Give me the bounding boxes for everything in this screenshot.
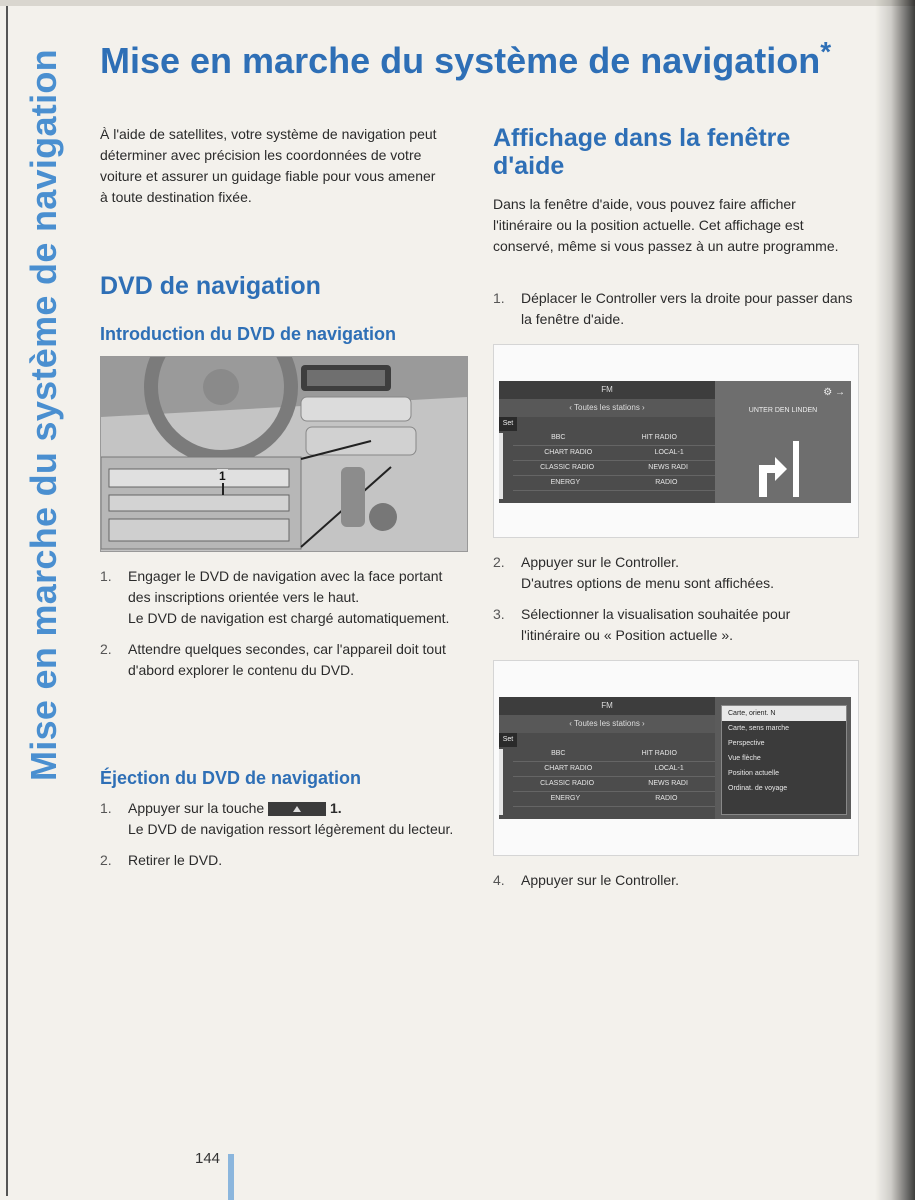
aff-heading: Affichage dans la fenêtre d'aide	[493, 124, 791, 180]
assist-window	[715, 381, 851, 503]
page-title	[100, 36, 832, 82]
step-number: 2.	[493, 554, 505, 570]
station-name: CHART RADIO	[544, 449, 593, 456]
aff-steps-list-1	[493, 288, 853, 340]
menu-item-vue-fleche[interactable]: Vue flèche	[728, 755, 761, 762]
step-number: 1.	[493, 290, 505, 306]
step-number: 3.	[493, 606, 505, 622]
station-row	[513, 762, 715, 777]
station-name: CHART RADIO	[544, 765, 593, 772]
side-title	[22, 45, 66, 785]
step-text: Déplacer le Controller vers la droite pour passer dans la fenêtre d'aide.	[521, 290, 853, 327]
screen-figure-options-menu	[493, 660, 859, 856]
station-name: RADIO	[655, 479, 678, 486]
aff-paragraph: Dans la fenêtre d'aide, vous pouvez faire afficher l'itinéraire ou la position actuelle. Cet affichage est conservé, même si vous passez à un autre programme.	[493, 196, 839, 254]
step-text-after: 1.	[329, 800, 342, 816]
step-subtext: D'autres options de menu sont affichées.	[521, 575, 775, 591]
page-top-edge	[0, 0, 915, 6]
options-menu	[721, 705, 847, 815]
band-bar: FM	[499, 381, 715, 399]
options-arrow-icon: ⚙ →	[823, 387, 845, 398]
step-number: 1.	[100, 568, 112, 584]
dashboard-callout-1: 1	[219, 469, 226, 483]
eject-steps-list	[100, 798, 460, 881]
step-text	[128, 798, 460, 819]
band-bar: FM	[499, 697, 715, 715]
step-text-before: Appuyer sur la touche	[128, 800, 265, 816]
all-stations-bar: ‹ Toutes les stations ›	[499, 715, 715, 733]
book-gutter-shadow	[875, 0, 915, 1200]
station-row	[513, 476, 715, 491]
list-item	[100, 566, 460, 629]
intro-dvd-heading: Introduction du DVD de navigation	[100, 324, 396, 344]
station-name: BBC	[551, 750, 566, 757]
selection-marker	[499, 749, 503, 815]
station-name: BBC	[551, 434, 566, 441]
aff-steps-list-3	[493, 870, 853, 901]
street-name: UNTER DEN LINDEN	[748, 407, 818, 414]
station-row	[513, 777, 715, 792]
step-number: 4.	[493, 872, 505, 888]
page-number-bar	[228, 1154, 234, 1200]
intro-steps-list	[100, 566, 460, 691]
turn-arrow-icon	[755, 441, 811, 497]
station-list	[513, 431, 715, 491]
menu-item-perspective[interactable]: Perspective	[728, 740, 765, 747]
station-name: RADIO	[655, 795, 678, 802]
station-name: LOCAL-1	[654, 449, 684, 456]
station-name: NEWS RADI	[648, 780, 688, 787]
list-item	[100, 639, 460, 681]
radio-panel	[499, 697, 715, 819]
page-title-asterisk: *	[820, 36, 832, 67]
station-name: ENERGY	[550, 795, 581, 802]
menu-item-carte-sens-marche[interactable]: Carte, sens marche	[728, 725, 790, 732]
step-text: Appuyer sur le Controller.	[521, 872, 679, 888]
station-row	[513, 461, 715, 476]
radio-panel	[499, 381, 715, 503]
station-name: LOCAL-1	[654, 765, 684, 772]
idrive-screen	[499, 697, 851, 819]
list-item	[100, 798, 460, 840]
screen-figure-assist-window	[493, 344, 859, 538]
aff-steps-list-2	[493, 552, 853, 656]
station-name: HIT RADIO	[641, 750, 677, 757]
eject-heading: Éjection du DVD de navigation	[100, 768, 362, 788]
list-item	[493, 552, 853, 594]
station-name: NEWS RADI	[648, 464, 688, 471]
dashboard-photo	[100, 356, 468, 552]
step-text: Appuyer sur le Controller.	[521, 554, 679, 570]
station-row	[513, 431, 715, 446]
eject-icon	[268, 802, 326, 816]
idrive-screen	[499, 381, 851, 503]
step-subtext: Le DVD de navigation est chargé automatiquement.	[128, 610, 450, 626]
step-number: 2.	[100, 852, 112, 868]
selection-marker	[499, 433, 503, 499]
station-name: ENERGY	[550, 479, 581, 486]
step-text: Attendre quelques secondes, car l'appareil doit tout d'abord explorer le contenu du DVD.	[128, 641, 446, 678]
step-text: Retirer le DVD.	[128, 852, 223, 868]
step-number: 1.	[100, 800, 112, 816]
set-label: Set	[499, 733, 517, 747]
menu-item-ordinat-de-voyage[interactable]: Ordinat. de voyage	[728, 785, 788, 792]
intro-paragraph: À l'aide de satellites, votre système de navigation peut déterminer avec précision les coordonnées de votre voiture et assurer un guidage fiable pour vous amener à toute destination fixée.	[100, 126, 437, 205]
station-name: CLASSIC RADIO	[540, 780, 595, 787]
side-title-text: Mise en marche du système de navigation	[23, 49, 64, 781]
dvd-heading: DVD de navigation	[100, 272, 321, 300]
menu-item-position-actuelle[interactable]: Position actuelle	[728, 770, 779, 777]
station-row	[513, 446, 715, 461]
station-row	[513, 747, 715, 762]
step-text: Sélectionner la visualisation souhaitée pour l'itinéraire ou « Position actuelle ».	[521, 606, 791, 643]
step-text: Engager le DVD de navigation avec la face portant des inscriptions orientée vers le haut.	[128, 568, 443, 605]
page-left-edge	[6, 6, 8, 1196]
station-list	[513, 747, 715, 807]
page-number: 144	[195, 1150, 221, 1167]
station-row	[513, 792, 715, 807]
list-item	[493, 870, 853, 891]
menu-item-carte-orient-n[interactable]: Carte, orient. N	[722, 706, 846, 721]
station-name: HIT RADIO	[641, 434, 677, 441]
all-stations-bar: ‹ Toutes les stations ›	[499, 399, 715, 417]
set-label: Set	[499, 417, 517, 431]
list-item	[493, 288, 853, 330]
page-title-text: Mise en marche du système de navigation	[100, 40, 821, 81]
list-item	[100, 850, 460, 871]
step-subtext: Le DVD de navigation ressort légèrement du lecteur.	[128, 821, 454, 837]
step-number: 2.	[100, 641, 112, 657]
station-name: CLASSIC RADIO	[540, 464, 595, 471]
list-item	[493, 604, 853, 646]
